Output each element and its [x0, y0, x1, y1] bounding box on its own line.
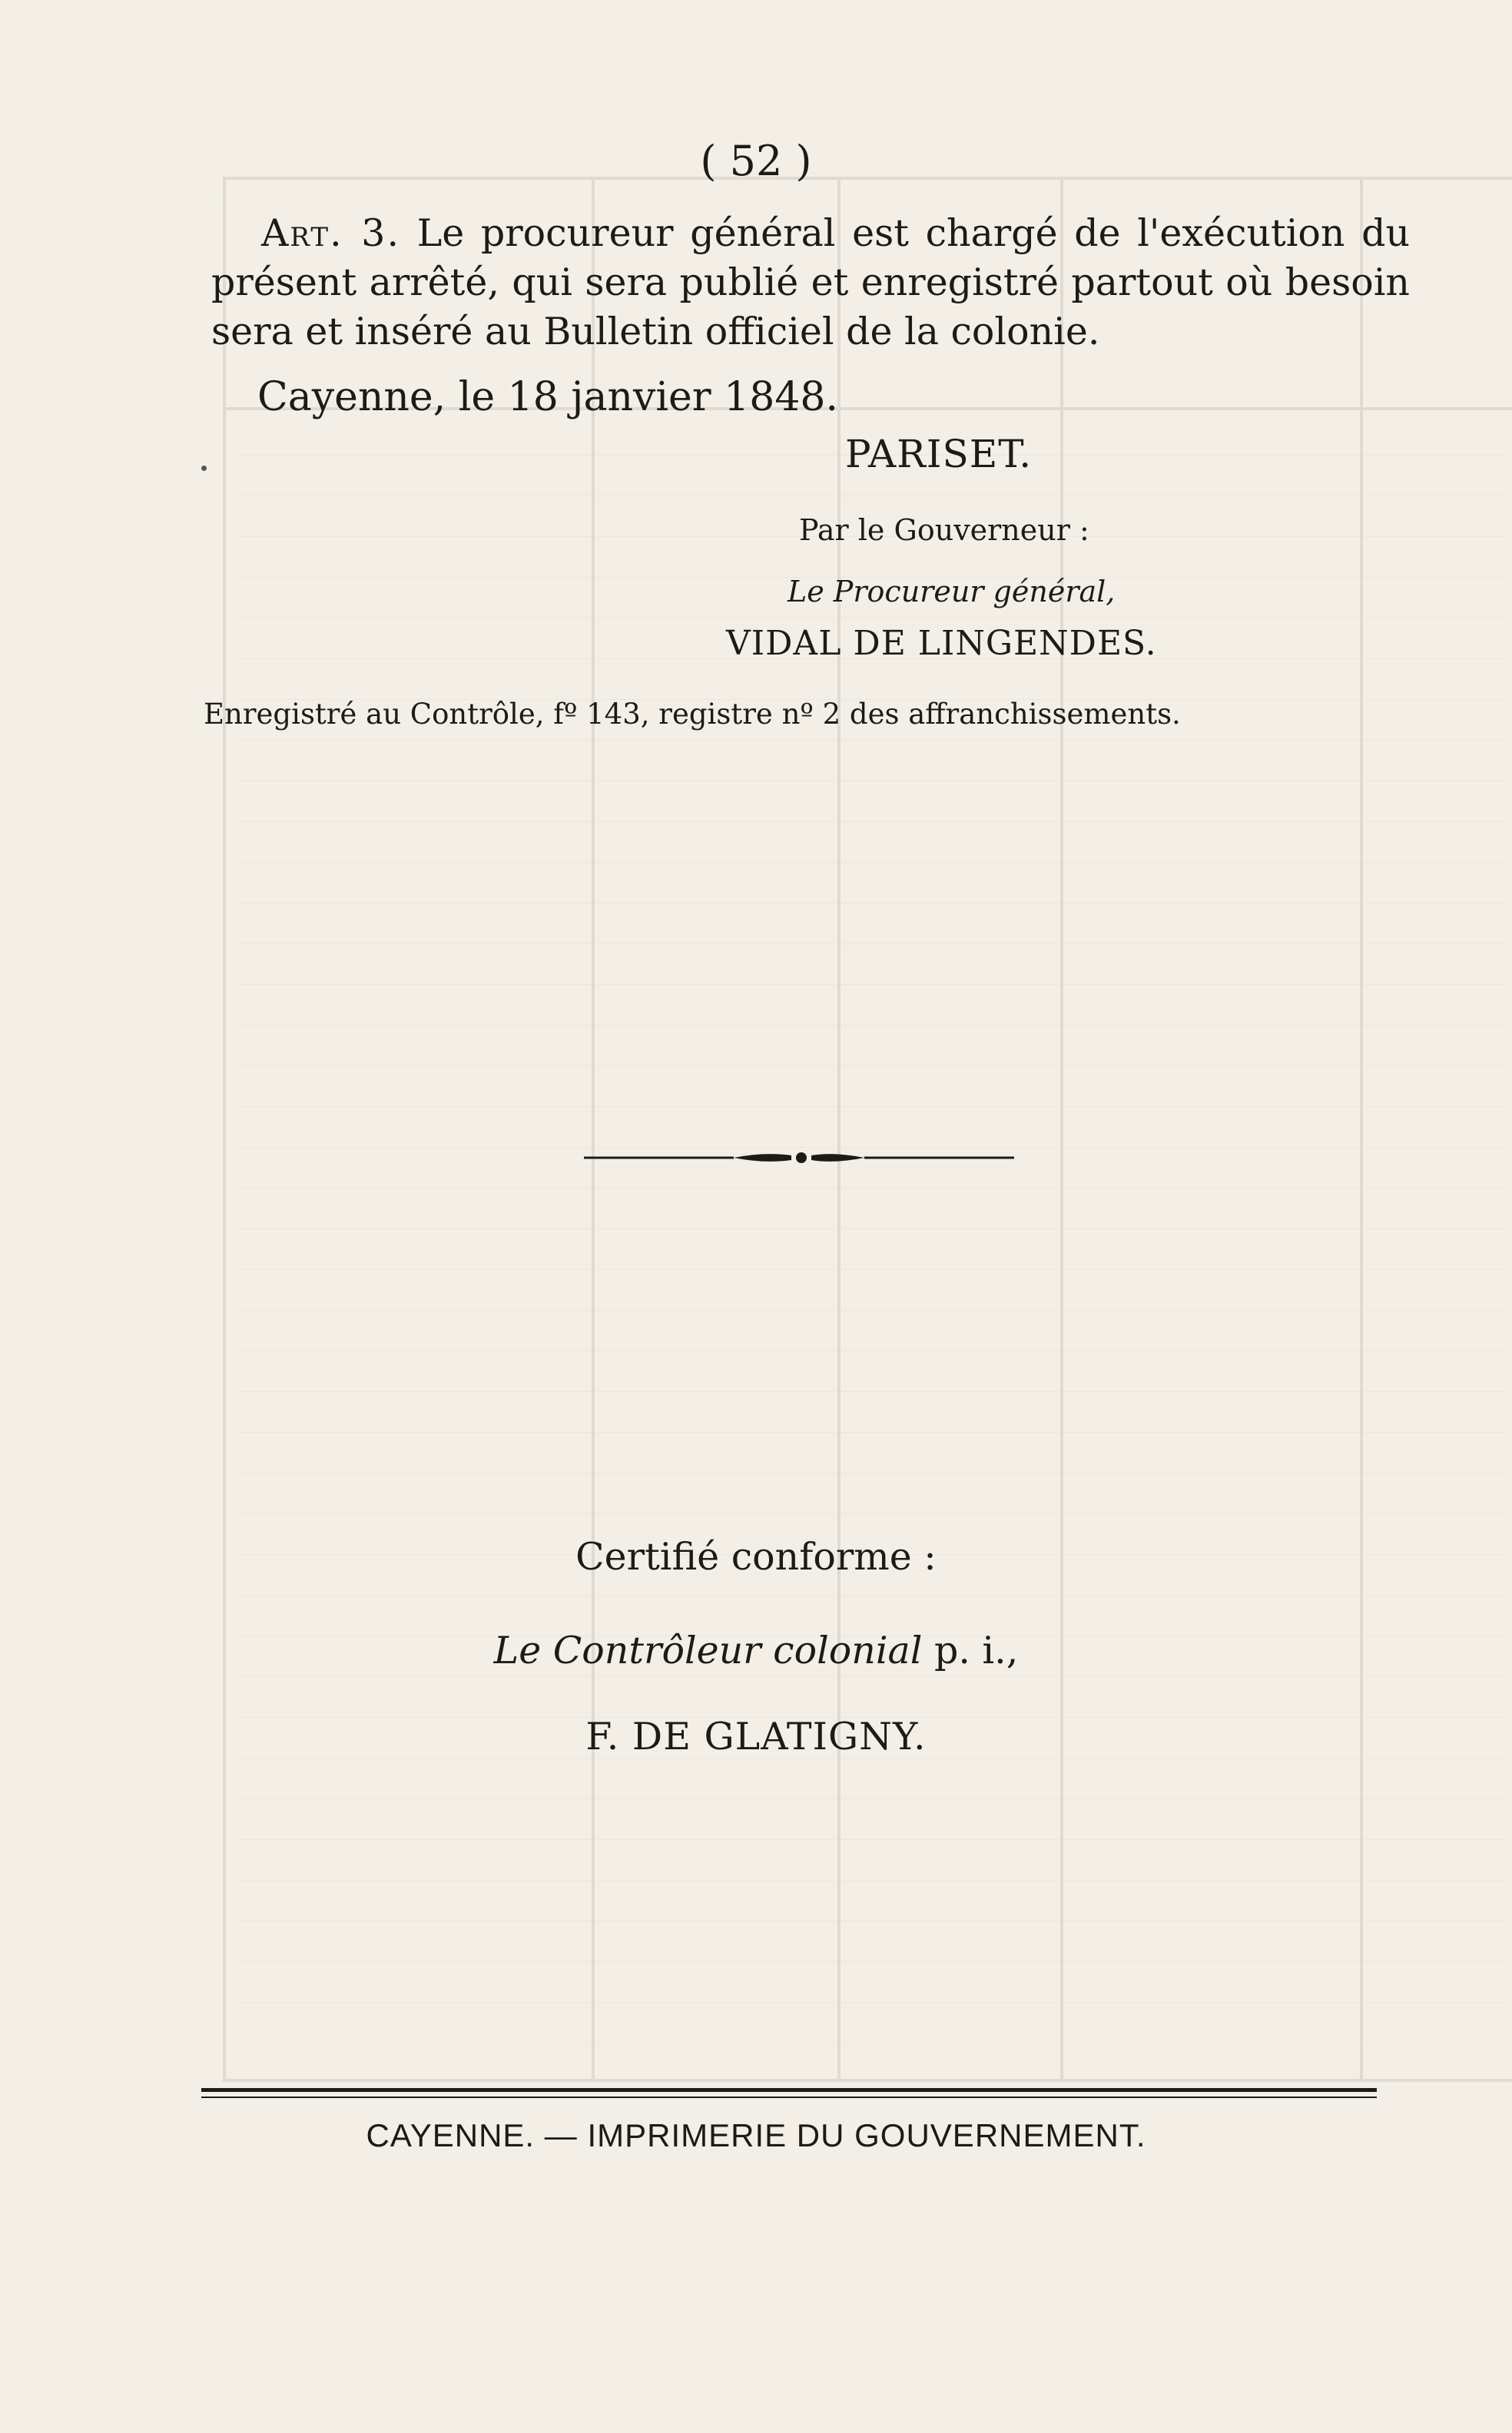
- registration-note: Enregistré au Contrôle, fº 143, registre nº 2 des affranchissements.: [204, 698, 1181, 731]
- page-number: ( 52 ): [700, 137, 812, 185]
- printer-imprint: CAYENNE. — IMPRIMERIE DU GOUVERNEMENT.: [366, 2117, 1146, 2153]
- article-line-2: présent arrêté, qui sera publié et enregistré partout où besoin: [211, 260, 1410, 304]
- article-label: Art. 3.: [261, 211, 401, 255]
- certified-statement: Certifié conforme :: [575, 1535, 937, 1579]
- footer-rule-thick: [201, 2088, 1377, 2092]
- procureur-signature: VIDAL DE LINGENDES.: [726, 624, 1157, 663]
- article-line-1: [211, 209, 1410, 258]
- stray-dot: [201, 466, 207, 471]
- date-line: Cayenne, le 18 janvier 1848.: [257, 374, 839, 420]
- controleur-title-suffix: p. i.,: [922, 1629, 1019, 1672]
- procureur-title: Le Procureur général,: [788, 575, 1116, 608]
- governor-signature: PARISET.: [845, 432, 1033, 476]
- footer-rule-thin: [201, 2097, 1377, 2098]
- par-le-gouverneur: Par le Gouverneur :: [799, 513, 1089, 547]
- article-line-1-text: Le procureur général est chargé de l'exécution du: [416, 211, 1411, 255]
- controleur-title-italic: Le Contrôleur colonial: [493, 1629, 923, 1672]
- ornamental-rule-icon: [584, 1146, 1014, 1169]
- article-paragraph: [211, 209, 1410, 356]
- controleur-signature: F. DE GLATIGNY.: [585, 1715, 927, 1758]
- article-line-3: sera et inséré au Bulletin officiel de la colonie.: [211, 310, 1100, 353]
- controleur-title: [0, 1629, 1512, 1672]
